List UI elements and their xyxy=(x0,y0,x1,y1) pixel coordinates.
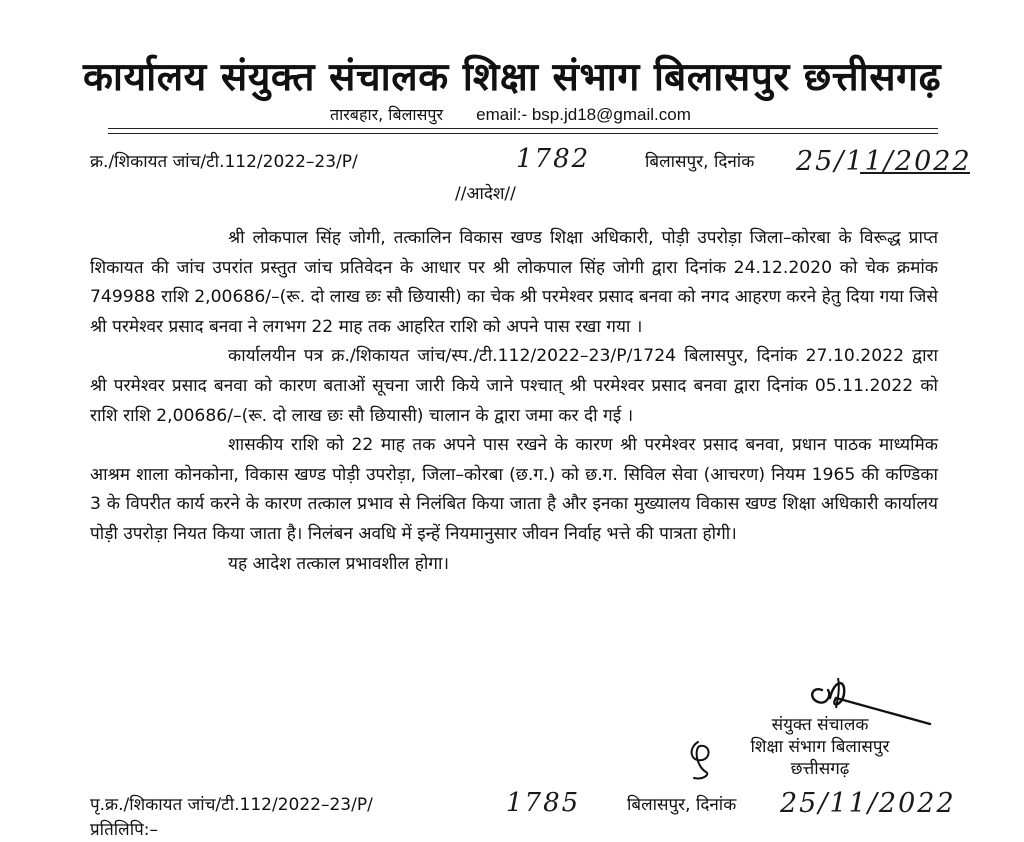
reference-place-date-label: बिलासपुर, दिनांक xyxy=(645,152,755,172)
paragraph-1: श्री लोकपाल सिंह जोगी, तत्कालिन विकास खण्ड शिक्षा अधिकारी, पोड़ी उपरोड़ा जिला–कोरबा के विरूद्ध प्राप्त शिकायत की जांच उपरांत प्रस्तुत जांच प्रतिवेदन के आधार पर श्री लोकपाल सिंह जोगी द्वारा दिनांक 24.12.2020 को चेक क्रमांक 749988 राशि 2,00686/–(रू. दो लाख छः सौ छियासी) का चेक श्री परमेश्वर प्रसाद बनवा को नगद आहरण करने हेतु दिया गया जिसे श्री परमेश्वर प्रसाद बनवा ने लगभग 22 माह तक आहरित राशि को अपने पास रखा गया । xyxy=(90,228,938,337)
office-address: तारबहार, बिलासपुर xyxy=(330,105,444,124)
endorsement-number-handwritten: 1785 xyxy=(506,788,581,818)
reference-date-handwritten: 25/11/2022 xyxy=(796,146,972,177)
date-underline-stroke xyxy=(860,172,970,174)
paragraph-3: शासकीय राशि को 22 माह तक अपने पास रखने के कारण श्री परमेश्वर प्रसाद बनवा, प्रधान पाठक माध्यमिक आश्रम शाला कोनकोना, विकास खण्ड पोड़ी उपरोड़ा, जिला–कोरबा (छ.ग.) को छ.ग. सिविल सेवा (आचरण) नियम 1965 की कण्डिका 3 के विपरीत कार्य करने के कारण तत्काल प्रभाव से निलंबित किया जाता है और इनका मुख्यालय विकास खण्ड शिक्षा अधिकारी कार्यालय पोड़ी उपरोड़ा नियत किया जाता है। निलंबन अवधि में इन्हें नियमानुसार जीवन निर्वाह भत्ते की पात्रता होगी। xyxy=(90,435,938,544)
header-divider-top xyxy=(108,128,938,129)
paragraph-4: यह आदेश तत्काल प्रभावशील होगा। xyxy=(228,553,449,574)
paragraph-2: कार्यालयीन पत्र क्र./शिकायत जांच/स्प./टी.112/2022–23/P/1724 बिलासपुर, दिनांक 27.10.2022 द्वारा श्री परमेश्वर प्रसाद बनवा को कारण बताओं सूचना जारी किये जाने पश्चात् श्री परमेश्वर प्रसाद बनवा द्वारा दिनांक 05.11.2022 को राशि राशि 2,00686/–(रू. दो लाख छः सौ छियासी) चालान के द्वारा जमा कर दी गई । xyxy=(90,346,938,426)
signatory-division: शिक्षा संभाग बिलासपुर xyxy=(750,737,890,757)
order-heading: //आदेश// xyxy=(455,184,516,204)
signatory-state: छत्तीसगढ़ xyxy=(790,759,850,779)
header-divider-bottom xyxy=(108,133,938,134)
order-body xyxy=(90,224,938,579)
signatory-designation: संयुक्त संचालक xyxy=(771,715,869,735)
address-line xyxy=(330,104,691,126)
office-title: कार्यालय संयुक्त संचालक शिक्षा संभाग बिलासपुर छत्तीसगढ़ xyxy=(82,55,942,100)
endorsement-place-date-label: बिलासपुर, दिनांक xyxy=(627,795,737,815)
reference-number-handwritten: 1782 xyxy=(516,144,591,174)
office-email: email:- bsp.jd18@gmail.com xyxy=(476,105,691,124)
signatory-block xyxy=(700,714,940,780)
endorsement-number-label: पृ.क्र./शिकायत जांच/टी.112/2022–23/P/ xyxy=(90,795,373,815)
copy-to-label: प्रतिलिपि:– xyxy=(90,820,158,840)
endorsement-date-handwritten: 25/11/2022 xyxy=(780,788,956,819)
reference-number-label: क्र./शिकायत जांच/टी.112/2022–23/P/ xyxy=(90,152,358,172)
